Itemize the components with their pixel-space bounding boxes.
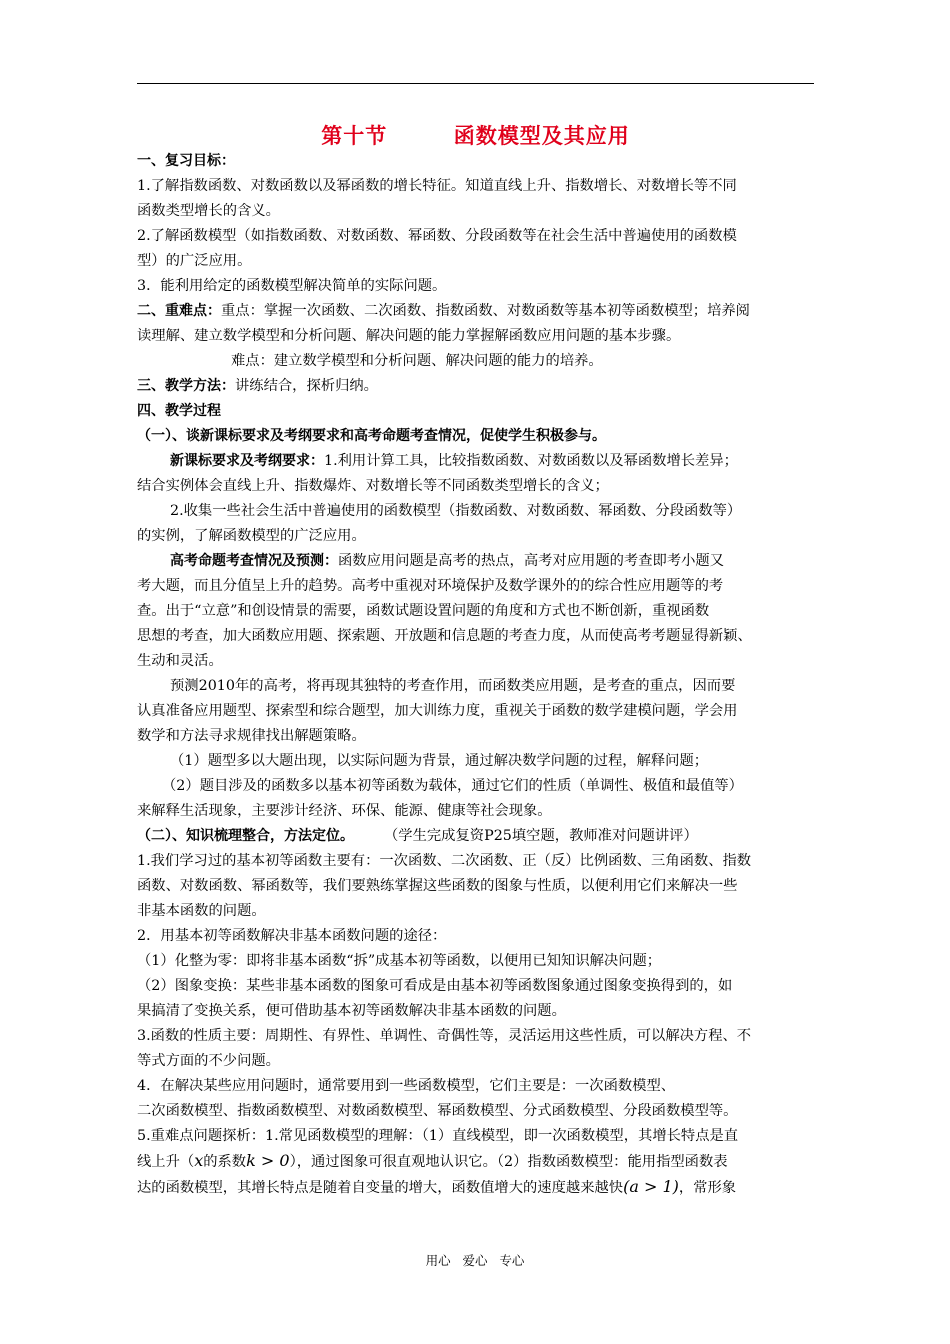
text-span: 线上升（ xyxy=(137,1154,195,1170)
subsection-2-paragraph xyxy=(137,827,817,845)
exam-paragraph xyxy=(170,552,850,570)
text-line: 认真准备应用题型、探索型和综合题型，加大训练力度，重视关于函数的数学建模问题，学会用 xyxy=(137,703,738,719)
text-line: 思想的考查，加大函数应用题、探索题、开放题和信息题的考查力度，从而使高考考题显得新颖、 xyxy=(137,628,752,644)
curriculum-paragraph xyxy=(170,452,850,470)
text-line: 4．在解决某些应用问题时，通常要用到一些函数模型，它们主要是：一次函数模型、 xyxy=(137,1078,676,1094)
text-span: 函数应用问题是高考的热点，高考对应用题的考查即考小题又 xyxy=(338,553,725,569)
text-line: 5.重难点问题探析：1.常见函数模型的理解：（1）直线模型，即一次函数模型，其增长特点是直 xyxy=(137,1128,739,1144)
section-heading-process: 四、教学过程 xyxy=(137,403,221,419)
text-span: 的系数 xyxy=(203,1154,247,1170)
text-line: 数学和方法寻求规律找出解题策略。 xyxy=(137,728,366,744)
text-line: 难点：建立数学模型和分析问题、解决问题的能力的培养。 xyxy=(231,353,603,369)
text-span: ），通过图象可很直观地认识它。（2）指数函数模型：能用指型函数表 xyxy=(289,1154,728,1170)
text-line: 果搞清了变换关系，便可借助基本初等函数解决非基本函数的问题。 xyxy=(137,1003,566,1019)
text-line: 2.了解函数模型（如指数函数、对数函数、幂函数、分段函数等在社会生活中普遍使用的函数模 xyxy=(137,228,737,244)
text-line: 的实例，了解函数模型的广泛应用。 xyxy=(137,528,366,544)
text-span: 讲练结合，探析归纳。 xyxy=(235,378,378,394)
text-line: 1.了解指数函数、对数函数以及幂函数的增长特征。知道直线上升、指数增长、对数增长等不同 xyxy=(137,178,737,194)
page-footer: 用心 爱心 专心 xyxy=(425,1253,525,1268)
math-condition-a: (a > 1) xyxy=(623,1177,679,1196)
text-line: 查。出于“立意”和创设情景的需要，函数试题设置问题的角度和方式也不断创新，重视函数 xyxy=(137,603,710,619)
text-line: 结合实例体会直线上升、指数爆炸、对数增长等不同函数类型增长的含义； xyxy=(137,478,609,494)
exam-label: 高考命题考查情况及预测： xyxy=(170,553,338,569)
math-variable-x: x xyxy=(194,1151,204,1170)
text-line: 非基本函数的问题。 xyxy=(137,903,266,919)
text-line: 2．用基本初等函数解决非基本函数问题的途径： xyxy=(137,928,447,944)
text-line: （2）图象变换：某些非基本函数的图象可看成是由基本初等函数图象通过图象变换得到的，如 xyxy=(137,978,733,994)
text-line: 读理解、建立数学模型和分析问题、解决问题的能力掌握解函数应用问题的基本步骤。 xyxy=(137,328,681,344)
curriculum-label: 新课标要求及考纲要求： xyxy=(170,453,324,469)
text-line: 预测2010年的高考，将再现其独特的考查作用，而函数类应用题，是考查的重点，因而要 xyxy=(170,678,736,694)
text-line: （1）化整为零：即将非基本函数“拆”成基本初等函数，以便用已知知识解决问题； xyxy=(137,953,662,969)
subsection-2-note: （学生完成复资P25填空题，教师准对问题讲评） xyxy=(384,828,698,844)
text-line: 考大题，而且分值呈上升的趋势。高考中重视对环境保护及数学课外的的综合性应用题等的考 xyxy=(137,578,724,594)
text-span: 重点：掌握一次函数、二次函数、指数函数、对数函数等基本初等函数模型；培养阅 xyxy=(221,303,750,319)
text-line: （1）题型多以大题出现，以实际问题为背景，通过解决数学问题的过程，解释问题； xyxy=(170,753,709,769)
text-span: 达的函数模型，其增长特点是随着自变量的增大，函数值增大的速度越来越快 xyxy=(137,1180,624,1196)
text-line: 来解释生活现象，主要涉计经济、环保、能源、健康等社会现象。 xyxy=(137,803,552,819)
text-line: 函数、对数函数、幂函数等，我们要熟练掌握这些函数的图象与性质，以便利用它们来解决一些 xyxy=(137,878,738,894)
text-line: 生动和灵活。 xyxy=(137,653,223,669)
subsection-heading-1: （一）、谈新课标要求及考纲要求和高考命题考查情况，促使学生积极参与。 xyxy=(137,428,606,444)
text-line: 函数类型增长的含义。 xyxy=(137,203,280,219)
math-condition-k: k > 0 xyxy=(246,1151,290,1170)
section-heading-methods: 三、教学方法： xyxy=(137,378,235,394)
page-title: 第十节 函数模型及其应用 xyxy=(321,124,630,148)
text-line: 二次函数模型、指数函数模型、对数函数模型、幂函数模型、分式函数模型、分段函数模型等。 xyxy=(137,1103,738,1119)
header-rule xyxy=(137,83,814,84)
text-line: 3.函数的性质主要：周期性、有界性、单调性、奇偶性等，灵活运用这些性质，可以解决方程、不 xyxy=(137,1028,752,1044)
text-line: （2）题目涉及的函数多以基本初等函数为载体，通过它们的性质（单调性、极值和最值等） xyxy=(162,778,743,794)
text-line: 3．能利用给定的函数模型解决简单的实际问题。 xyxy=(137,278,447,294)
text-span: 1.利用计算工具，比较指数函数、对数函数以及幂函数增长差异； xyxy=(324,453,738,469)
text-line: 1.我们学习过的基本初等函数主要有：一次函数、二次函数、正（反）比例函数、三角函数、指数 xyxy=(137,853,752,869)
text-line: 2.收集一些社会生活中普遍使用的函数模型（指数函数、对数函数、幂函数、分段函数等） xyxy=(170,503,742,519)
key-points-paragraph xyxy=(137,302,817,320)
text-line: 型）的广泛应用。 xyxy=(137,253,252,269)
formula-line xyxy=(137,1152,817,1171)
subsection-heading-2: （二）、知识梳理整合，方法定位。 xyxy=(137,828,354,844)
methods-paragraph xyxy=(137,377,817,395)
formula-line xyxy=(137,1178,817,1197)
section-heading-key-points: 二、重难点： xyxy=(137,303,221,319)
text-line: 等式方面的不少问题。 xyxy=(137,1053,280,1069)
text-span: ，常形象 xyxy=(678,1180,737,1196)
section-heading-goals: 一、复习目标： xyxy=(137,153,235,169)
